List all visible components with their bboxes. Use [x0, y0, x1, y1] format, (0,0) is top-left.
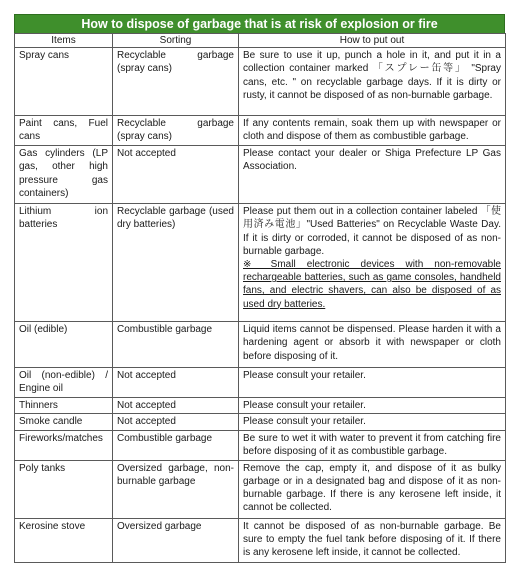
item-cell: Spray cans [15, 48, 113, 116]
sorting-cell: Recyclable garbage (used dry batteries) [113, 204, 239, 322]
sorting-cell: Recyclable garbage (spray cans) [113, 48, 239, 116]
instruction-cell: Liquid items cannot be dispensed. Please harden it with a hardening agent or absorb it with newspaper or cloth before disposing of it. [239, 322, 506, 368]
header-sorting: Sorting [113, 34, 239, 48]
item-cell: Kerosine stove [15, 518, 113, 562]
sorting-cell: Not accepted [113, 414, 239, 430]
instruction-cell: If any contents remain, soak them up with newspaper or cloth and dispose of them as combustible garbage. [239, 116, 506, 146]
instruction-cell: Remove the cap, empty it, and dispose of it as bulky garbage or in a designated bag and dispose of it as non-burnable garbage. If there is any kerosene left inside, it cannot be collected. [239, 460, 506, 518]
table-row [15, 322, 506, 368]
table-row [15, 48, 506, 116]
instruction-cell: Please consult your retailer. [239, 398, 506, 414]
disposal-table [14, 33, 506, 563]
table-row [15, 368, 506, 398]
instruction-cell: Please contact your dealer or Shiga Prefecture LP Gas Association. [239, 146, 506, 204]
sorting-cell: Combustible garbage [113, 430, 239, 460]
sorting-cell: Recyclable garbage (spray cans) [113, 116, 239, 146]
instruction-note: ※ Small electronic devices with non-removable rechargeable batteries, such as game consoles, handheld fans, and electric shavers, can also be disposed of as used dry batteries. [243, 259, 501, 310]
disposal-table-panel [14, 14, 505, 563]
item-cell: Paint cans, Fuel cans [15, 116, 113, 146]
item-cell: Lithium ion batteries [15, 204, 113, 322]
instruction-cell: It cannot be disposed of as non-burnable garbage. Be sure to empty the fuel tank before disposing of it. If there is any kerosene left inside, it cannot be collected. [239, 518, 506, 562]
instruction-cell [239, 204, 506, 322]
item-cell: Smoke candle [15, 414, 113, 430]
item-cell: Oil (non-edible) / Engine oil [15, 368, 113, 398]
sorting-cell: Not accepted [113, 146, 239, 204]
instruction-cell: Please consult your retailer. [239, 368, 506, 398]
item-cell: Oil (edible) [15, 322, 113, 368]
table-row [15, 146, 506, 204]
instruction-cell: Be sure to wet it with water to prevent it from catching fire before disposing of it as combustible garbage. [239, 430, 506, 460]
header-items: Items [15, 34, 113, 48]
item-cell: Poly tanks [15, 460, 113, 518]
sorting-cell: Not accepted [113, 398, 239, 414]
header-how-to-put-out: How to put out [239, 34, 506, 48]
sorting-cell: Oversized garbage [113, 518, 239, 562]
sorting-cell: Oversized garbage, non-burnable garbage [113, 460, 239, 518]
table-row [15, 430, 506, 460]
table-row [15, 414, 506, 430]
instruction-text: Please put them out in a collection container labeled 「使用済み電池」"Used Batteries" on Recyclable Waste Day. If it is dirty or corroded, it cannot be disposed of as non-burnable garbage. [243, 206, 501, 257]
table-row [15, 460, 506, 518]
table-row [15, 204, 506, 322]
table-title: How to dispose of garbage that is at risk of explosion or fire [14, 14, 505, 33]
item-cell: Gas cylinders (LP gas, other high pressure gas containers) [15, 146, 113, 204]
sorting-cell: Combustible garbage [113, 322, 239, 368]
table-row [15, 116, 506, 146]
instruction-cell: Be sure to use it up, punch a hole in it, and put it in a collection container marked 「スプレー缶等」 "Spray cans, etc. " on recyclable garbage days. If it is dirty or rusty, it cannot be disposed of as non-burnable garbage. [239, 48, 506, 116]
item-cell: Fireworks/matches [15, 430, 113, 460]
table-row [15, 398, 506, 414]
table-header-row [15, 34, 506, 48]
instruction-cell: Please consult your retailer. [239, 414, 506, 430]
item-cell: Thinners [15, 398, 113, 414]
sorting-cell: Not accepted [113, 368, 239, 398]
table-row [15, 518, 506, 562]
